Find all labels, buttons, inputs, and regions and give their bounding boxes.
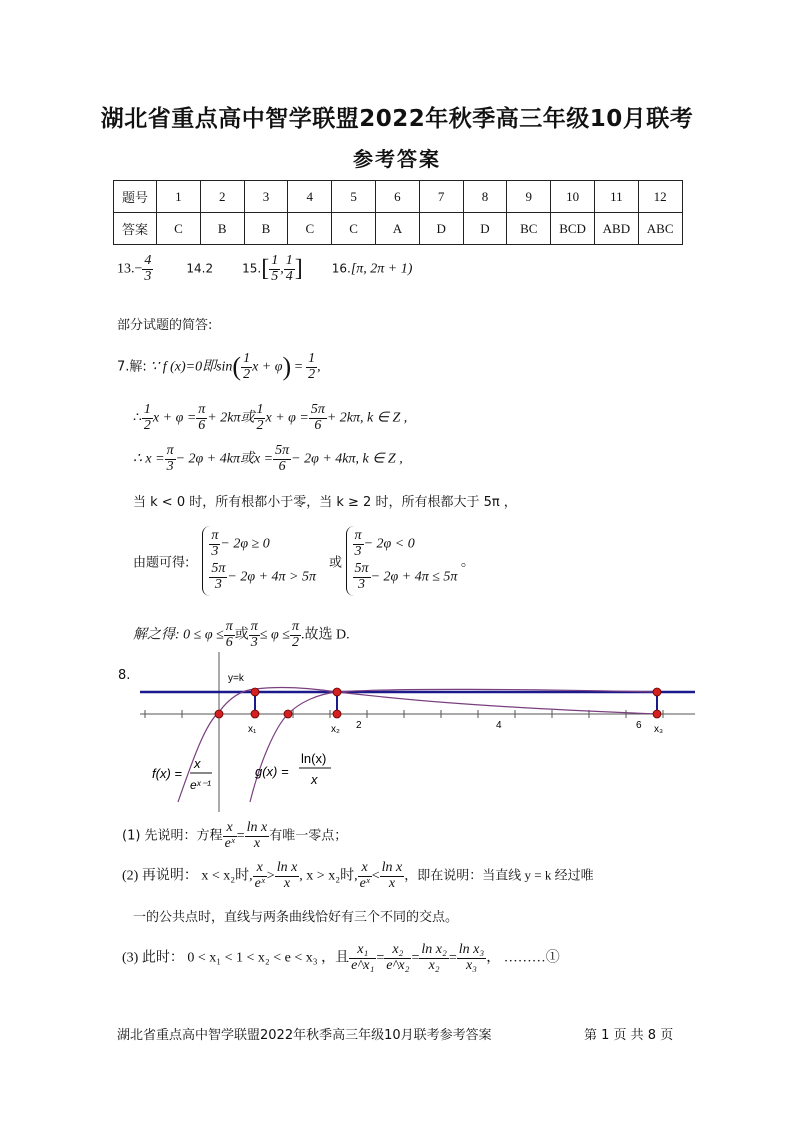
table-cell: 4 — [288, 181, 332, 213]
table-cell: 12 — [638, 181, 682, 213]
table-cell: 8 — [463, 181, 507, 213]
footer-title: 湖北省重点高中智学联盟2022年秋季高三年级10月联考参考答案 — [117, 1028, 492, 1043]
q7-system-1: $\frac{\pi}{3}$ − 2φ ≥ 0 $\frac{5\pi}{3}$ − 2φ + 4π > 5π — [202, 526, 316, 596]
q16-label: 16. — [331, 261, 351, 276]
q7-system-2: $\frac{\pi}{3}$ − 2φ < 0 $\frac{5\pi}{3}$ − 2φ + 4π ≤ 5π — [346, 526, 458, 596]
f-denominator: eˣ⁻¹ — [190, 778, 212, 792]
q13-label: 13. — [117, 261, 135, 277]
row-label-answer: 答案 — [114, 213, 157, 245]
table-cell: 9 — [507, 181, 551, 213]
q7-line-6: 解之得: 0 ≤ φ ≤ $\frac{\pi}{6}$ 或 $\frac{\pi}{3}$ ≤ φ ≤ $\frac{\pi}{2}$ .故选 D. — [133, 619, 350, 650]
q8-point-1: (1) 先说明：方程 $\frac{x}{\text{eˣ}}$ = $\frac{\text{ln x}}{x}$ 有唯一零点； — [122, 820, 348, 851]
yk-label: y=k — [228, 673, 244, 684]
q13-minus: − — [134, 261, 143, 277]
page-subtitle: 参考答案 — [353, 147, 441, 171]
q7-line-2: ∴ $\frac{1}{2}$ x + φ = $\frac{\pi}{6}$ + 2kπ或 $\frac{1}{2}$ x + φ = $\frac{5\pi}{6}$ + 2kπ, k ∈ Z , — [133, 402, 408, 433]
f-label: f(x) = — [152, 766, 182, 781]
q7-line-3: ∴ x = $\frac{\pi}{3}$ − 2φ + 4kπ或x = $\frac{5\pi}{6}$ − 2φ + 4kπ, k ∈ Z , — [133, 443, 403, 474]
table-cell: C — [157, 213, 201, 245]
answer-table — [113, 180, 683, 245]
table-cell: B — [244, 213, 288, 245]
table-cell: C — [332, 213, 376, 245]
g-label: g(x) = — [255, 764, 289, 779]
footer-page-number: 第 1 页 共 8 页 — [584, 1028, 674, 1043]
q7-line-5: 由题可得: $\frac{\pi}{3}$ − 2φ ≥ 0 $\frac{5\pi}{3}$ − 2φ + 4π > 5π 或 $\frac{\pi}{3}$ − 2φ < 0 $\frac{5\pi}{3}$ − 2φ + 4π ≤ 5π 。 — [133, 526, 475, 596]
tick-label-2: 2 — [356, 720, 362, 731]
f-curve — [178, 688, 660, 802]
q8-point-2-continued: 一的公共点时，直线与两条曲线恰好有三个不同的交点。 — [133, 910, 459, 925]
table-cell: ABC — [638, 213, 682, 245]
x1-label: x₁ — [248, 724, 257, 735]
table-cell: 1 — [157, 181, 201, 213]
page-title: 湖北省重点高中智学联盟2022年秋季高三年级10月联考 — [100, 106, 694, 132]
tick-label-4: 4 — [496, 720, 502, 731]
q8-point-2: (2) 再说明： x < x₂时, $\frac{x}{\text{eˣ}}$ > $\frac{\text{ln x}}{x}$ , x > x₂时, $\frac{x}{\text{eˣ}}$ < $\frac{\text{ln x}}{x}$ ，即在说明：当直线 y = k 经过唯 — [122, 860, 594, 891]
tick-label-6: 6 — [636, 720, 642, 731]
q16-answer: [π, 2π + 1) — [350, 261, 413, 277]
q15-lower-fraction: $\frac{1}{5}$ — [271, 253, 279, 284]
x3-label: x₃ — [654, 724, 664, 735]
table-cell: BCD — [551, 213, 595, 245]
table-cell: 3 — [244, 181, 288, 213]
q8-label: 8. — [118, 668, 131, 683]
answer-table-answer-row — [114, 213, 683, 245]
g-denominator: x — [311, 772, 318, 787]
q15-upper-fraction: $\frac{1}{4}$ — [285, 253, 293, 284]
q7-line-1: 7.解: ∵ f (x)=0即sin( $\frac{1}{2}$ x + φ) = $\frac{1}{2}$ , — [117, 351, 321, 382]
f-numerator: x — [194, 756, 201, 771]
x2-label: x₂ — [331, 724, 340, 735]
q15-label: 15. — [242, 261, 262, 276]
q7-line-4: 当 k < 0 时，所有根都小于零，当 k ≥ 2 时，所有根都大于 5π ， — [133, 495, 517, 510]
q8-point-3: (3) 此时： 0 < x₁ < 1 < x₂ < e < x₃ ，且 $\frac{\text{x₁}}{\text{e\textasciicircum{}x₁}}$ = $\frac{\text{x₂}}{\text{e\textasciicircum{}x₂}}$ = $\frac{\text{ln x₂}}{\text{x₂}}$ = $\frac{\text{ln x₃}}{\text{x₃}}$ ， ………① — [122, 942, 560, 973]
table-cell: D — [463, 213, 507, 245]
q13-fraction: $\frac{4}{3}$ — [144, 253, 152, 284]
table-cell: 10 — [551, 181, 595, 213]
table-cell: 2 — [200, 181, 244, 213]
answer-table-number-row — [114, 181, 683, 213]
q8-graph — [130, 652, 700, 812]
fill-in-answers: 13.− $\frac{4}{3}$ 14.2 15.[ $\frac{1}{5}$ , $\frac{1}{4}$ ] 16.[π, 2π + 1) — [117, 253, 413, 284]
table-cell: D — [419, 213, 463, 245]
table-cell: ABD — [594, 213, 638, 245]
row-label-number: 题号 — [114, 181, 157, 213]
table-cell: C — [288, 213, 332, 245]
table-cell: 5 — [332, 181, 376, 213]
table-cell: BC — [507, 213, 551, 245]
table-cell: B — [200, 213, 244, 245]
table-cell: A — [375, 213, 419, 245]
table-cell: 6 — [375, 181, 419, 213]
table-cell: 7 — [419, 181, 463, 213]
g-numerator: ln(x) — [301, 751, 327, 766]
q14-answer: 14.2 — [186, 261, 214, 276]
intro-text: 部分试题的简答: — [117, 318, 213, 333]
table-cell: 11 — [594, 181, 638, 213]
